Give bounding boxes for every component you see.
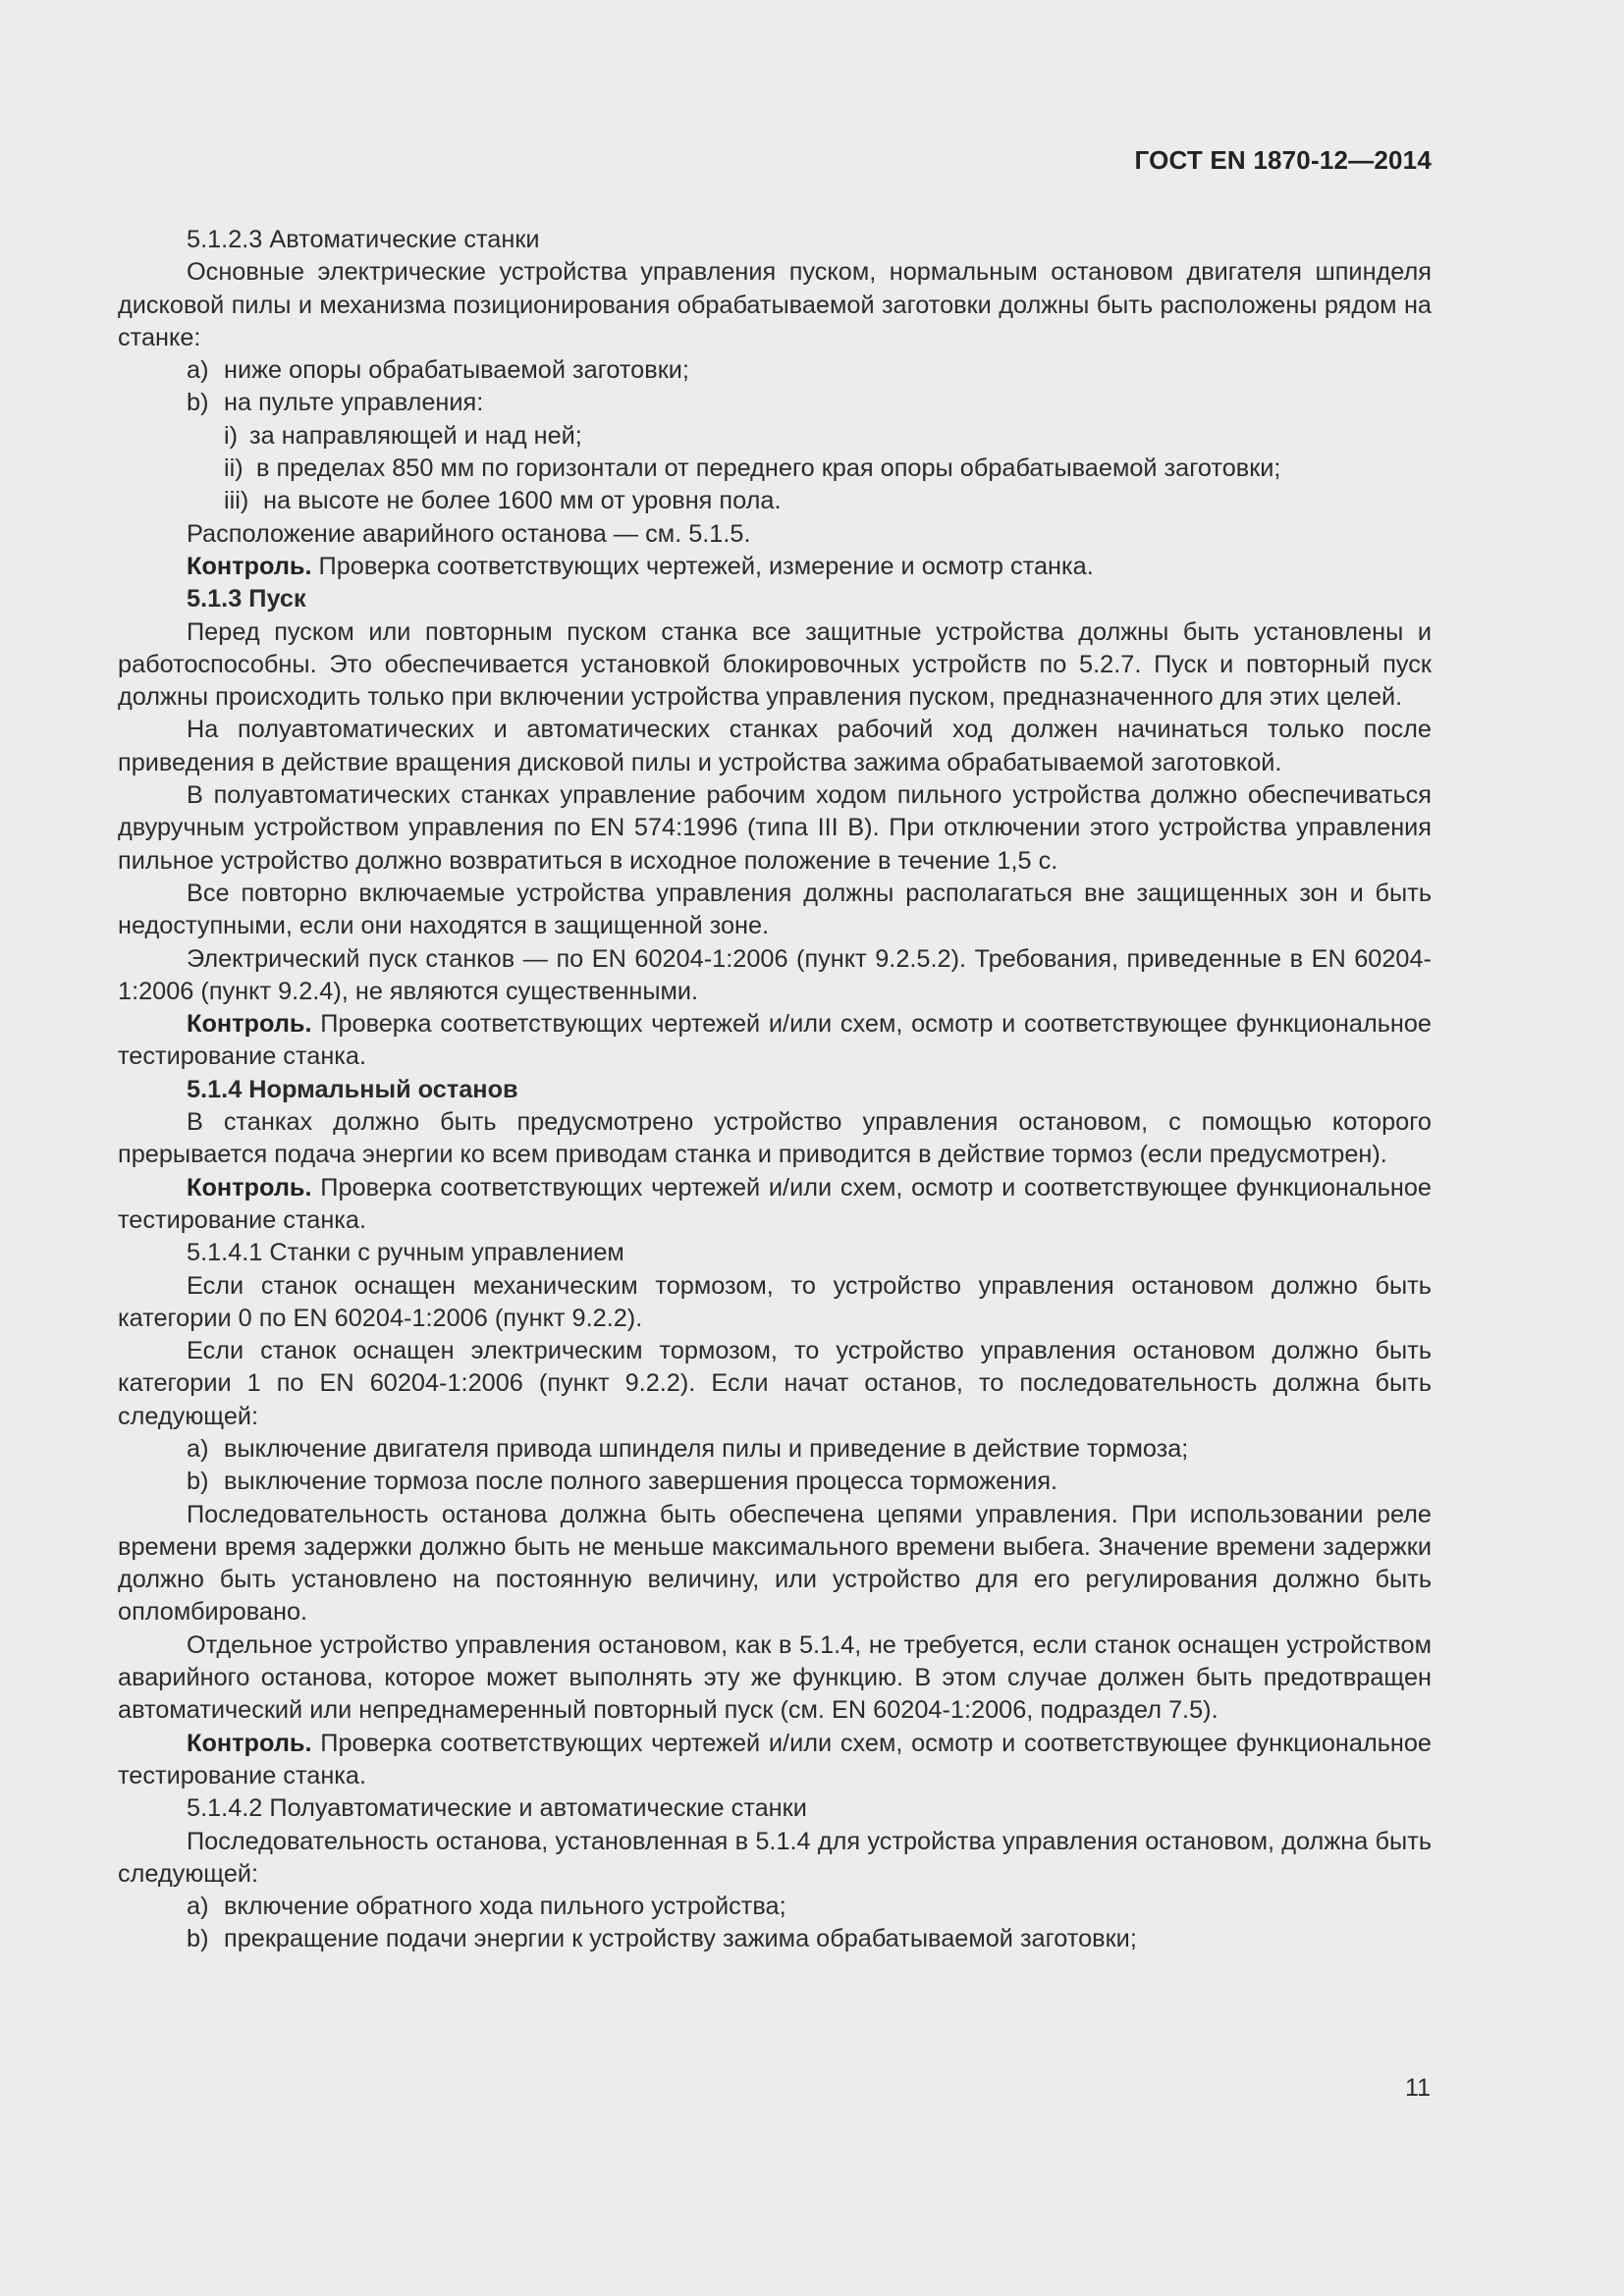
sub-list-item	[224, 453, 1432, 485]
section-5-1-2-3-title: 5.1.2.3 Автоматические станки	[187, 226, 540, 253]
section-5-1-4-1-title: 5.1.4.1 Станки с ручным управлением	[187, 1239, 624, 1267]
sub-list-item	[224, 420, 1432, 453]
list-text: включение обратного хода пильного устройства;	[224, 1893, 786, 1921]
list-text: выключение двигателя привода шпинделя пилы и приведение в действие тормоза;	[224, 1434, 1189, 1463]
list-text: на пульте управления:	[224, 389, 484, 417]
section-5-1-4-2-title: 5.1.4.2 Полуавтоматические и автоматические станки	[187, 1794, 807, 1823]
paragraph: На полуавтоматических и автоматических станках рабочий ход должен начинаться только после приведения в действие вращения дисковой пилы и устройства зажима обрабатываемой заготовкой.	[118, 716, 1432, 776]
control-paragraph	[118, 1008, 1432, 1074]
control-label: Контроль.	[187, 552, 312, 580]
paragraph: Электрический пуск станков — по EN 60204-1:2006 (пункт 9.2.5.2). Требования, приведенные в EN 60204-1:2006 (пункт 9.2.4), не являются существенными.	[118, 944, 1432, 1005]
list-item	[187, 1433, 1432, 1466]
paragraph: Расположение аварийного останова — см. 5.1.5.	[187, 519, 751, 548]
control-text: Проверка соответствующих чертежей, измерение и осмотр станка.	[311, 552, 1094, 580]
list-marker: a)	[187, 356, 209, 385]
control-paragraph	[118, 1728, 1432, 1793]
list-item	[187, 387, 1432, 419]
list-item	[187, 1923, 1432, 1955]
control-label: Контроль.	[187, 1729, 312, 1757]
paragraph: Если станок оснащен механическим тормозом, то устройство управления остановом должно быть категории 0 по EN 60204-1:2006 (пункт 9.2.2).	[118, 1271, 1432, 1332]
list-marker: b)	[187, 1468, 209, 1496]
control-text: Проверка соответствующих чертежей и/или схем, осмотр и соответствующее функциональное тестирование станка.	[118, 1010, 1432, 1071]
paragraph: В полуавтоматических станках управление рабочим ходом пильного устройства должно обеспечиваться двуручным устройством управления по EN 574:1996 (типа III В). При отключении этого устройства управления пильное устройство должно возвратиться в исходное положение в течение 1,5 с.	[118, 781, 1432, 875]
control-text: Проверка соответствующих чертежей и/или схем, осмотр и соответствующее функциональное тестирование станка.	[118, 1173, 1432, 1234]
paragraph: Последовательность останова, установленная в 5.1.4 для устройства управления остановом, должна быть следующей:	[118, 1827, 1432, 1888]
list-text: ниже опоры обрабатываемой заготовки;	[224, 356, 689, 385]
paragraph: Отдельное устройство управления остановом, как в 5.1.4, не требуется, если станок оснащен устройством аварийного останова, которое может выполнять эту же функцию. В этом случае должен быть предотвращен автоматический или непреднамеренный повторный пуск (см. EN 60204-1:2006, подраздел 7.5).	[118, 1630, 1432, 1725]
list-text: прекращение подачи энергии к устройству зажима обрабатываемой заготовки;	[224, 1925, 1137, 1953]
list-marker: a)	[187, 1434, 209, 1463]
control-text: Проверка соответствующих чертежей и/или схем, осмотр и соответствующее функциональное тестирование станка.	[118, 1729, 1432, 1789]
list-marker: b)	[187, 1925, 209, 1953]
paragraph: Все повторно включаемые устройства управления должны располагаться вне защищенных зон и быть недоступными, если они находятся в защищенной зоне.	[118, 879, 1432, 940]
page-number: 11	[1405, 2074, 1431, 2102]
list-marker: b)	[187, 389, 209, 417]
section-5-1-4-title: 5.1.4 Нормальный останов	[187, 1075, 518, 1103]
list-marker: ii)	[224, 454, 244, 483]
paragraph: В станках должно быть предусмотрено устройство управления остановом, с помощью которого прерывается подача энергии ко всем приводам станка и приводится в действие тормоз (если предусмотрен).	[118, 1108, 1432, 1169]
list-item	[187, 1891, 1432, 1923]
sub-list-item	[224, 485, 1432, 517]
control-paragraph	[118, 551, 1432, 583]
document-body	[118, 224, 1432, 1956]
list-marker: iii)	[224, 487, 249, 515]
paragraph: Если станок оснащен электрическим тормозом, то устройство управления остановом должно быть категории 1 по EN 60204-1:2006 (пункт 9.2.2). Если начат останов, то последовательность должна быть следующей:	[118, 1337, 1432, 1430]
list-item	[187, 354, 1432, 387]
document-header: ГОСТ EN 1870-12—2014	[1134, 145, 1432, 175]
paragraph: Перед пуском или повторным пуском станка все защитные устройства должны быть установлены и работоспособны. Это обеспечивается установкой блокировочных устройств по 5.2.7. Пуск и повторный пуск должны происходить только при включении устройства управления пуском, предназначенного для этих целей.	[118, 617, 1432, 712]
list-marker: i)	[224, 421, 239, 450]
control-label: Контроль.	[187, 1173, 312, 1201]
control-paragraph	[118, 1172, 1432, 1238]
paragraph: Последовательность останова должна быть обеспечена цепями управления. При использовании реле времени время задержки должно быть не меньше максимального времени выбега. Значение времени задержки должно быть установлено на постоянную величину, или устройство для его регулирования должно быть опломбировано.	[118, 1500, 1432, 1627]
list-item	[187, 1466, 1432, 1498]
control-label: Контроль.	[187, 1010, 312, 1039]
section-5-1-3-title: 5.1.3 Пуск	[187, 585, 306, 614]
list-text: за направляющей и над ней;	[249, 421, 582, 450]
list-text: в пределах 850 мм по горизонтали от переднего края опоры обрабатываемой заготовки;	[256, 454, 1281, 483]
list-marker: a)	[187, 1893, 209, 1921]
list-text: выключение тормоза после полного завершения процесса торможения.	[224, 1468, 1058, 1496]
list-text: на высоте не более 1600 мм от уровня пола.	[263, 487, 782, 515]
paragraph: Основные электрические устройства управления пуском, нормальным остановом двигателя шпинделя дисковой пилы и механизма позиционирования обрабатываемой заготовки должны быть расположены рядом на станке:	[118, 258, 1432, 351]
